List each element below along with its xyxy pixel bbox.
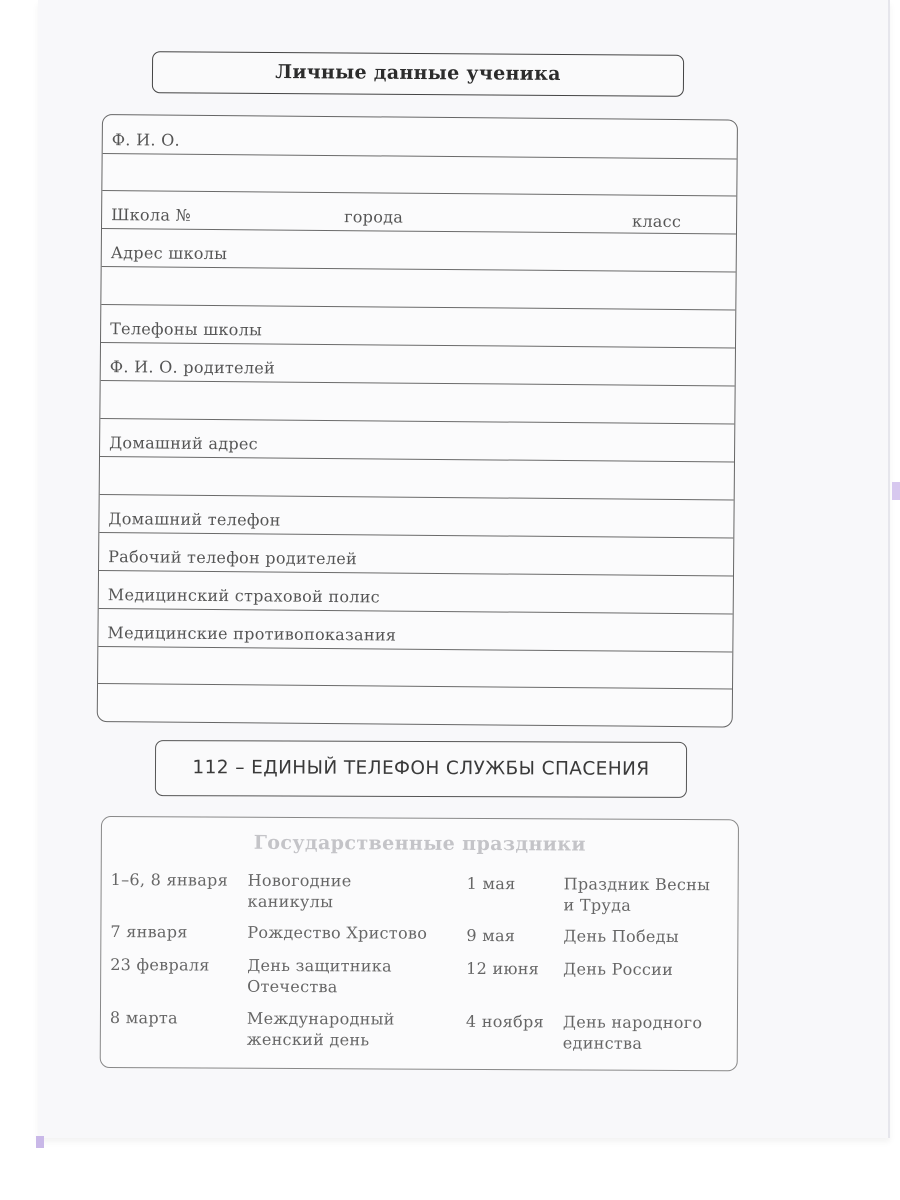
fio-label: Ф. И. О. [111,130,181,150]
holidays-title: Государственные праздники [253,831,586,856]
holiday-name: День народного единства [562,1012,703,1053]
emergency-phone-text: 112 – ЕДИНЫЙ ТЕЛЕФОН СЛУЖБЫ СПАСЕНИЯ [192,757,650,780]
page-title: Личные данные ученика [275,61,561,85]
school-phones-label: Телефоны школы [110,319,263,340]
holiday-name: Рождество Христово [247,922,428,943]
cover-edge [36,1136,44,1148]
holiday-name: День Победы [563,926,679,947]
home-phone-label: Домашний телефон [108,509,281,530]
holiday-date: 23 февраля [110,955,210,975]
emergency-phone-box [155,740,687,798]
home-address-label: Домашний адрес [109,433,259,454]
school-address-label: Адрес школы [110,243,228,264]
insurance-label: Медицинский страховой полис [107,585,381,607]
holiday-date: 1–6, 8 января [110,870,229,890]
holiday-name: День защитника Отечества [247,955,392,997]
holiday-date: 8 марта [109,1008,178,1028]
holiday-date: 9 мая [466,925,516,946]
school-label: Школа № [111,205,192,225]
holiday-name: Праздник Весны и Труда [563,874,711,915]
holiday-date: 4 ноября [465,1011,545,1032]
holiday-name: День России [563,959,674,979]
holiday-date: 1 мая [466,873,516,894]
holiday-date: 12 июня [466,958,540,979]
title-box [152,51,684,97]
city-label: города [344,207,404,227]
parents-work-phone-label: Рабочий телефон родителей [108,547,358,569]
parents-fio-label: Ф. И. О. родителей [109,357,276,378]
holiday-date: 7 января [110,922,188,942]
personal-data-form [97,114,738,728]
form-row-contraindications-extra-2[interactable] [98,683,732,727]
holidays-box [100,816,739,1071]
class-label: класс [632,211,682,232]
holiday-name: Международный женский день [246,1008,395,1050]
bookmark-tab [892,482,900,500]
contraindications-label: Медицинские противопоказания [107,623,397,645]
holiday-name: Новогодние каникулы [247,870,352,912]
